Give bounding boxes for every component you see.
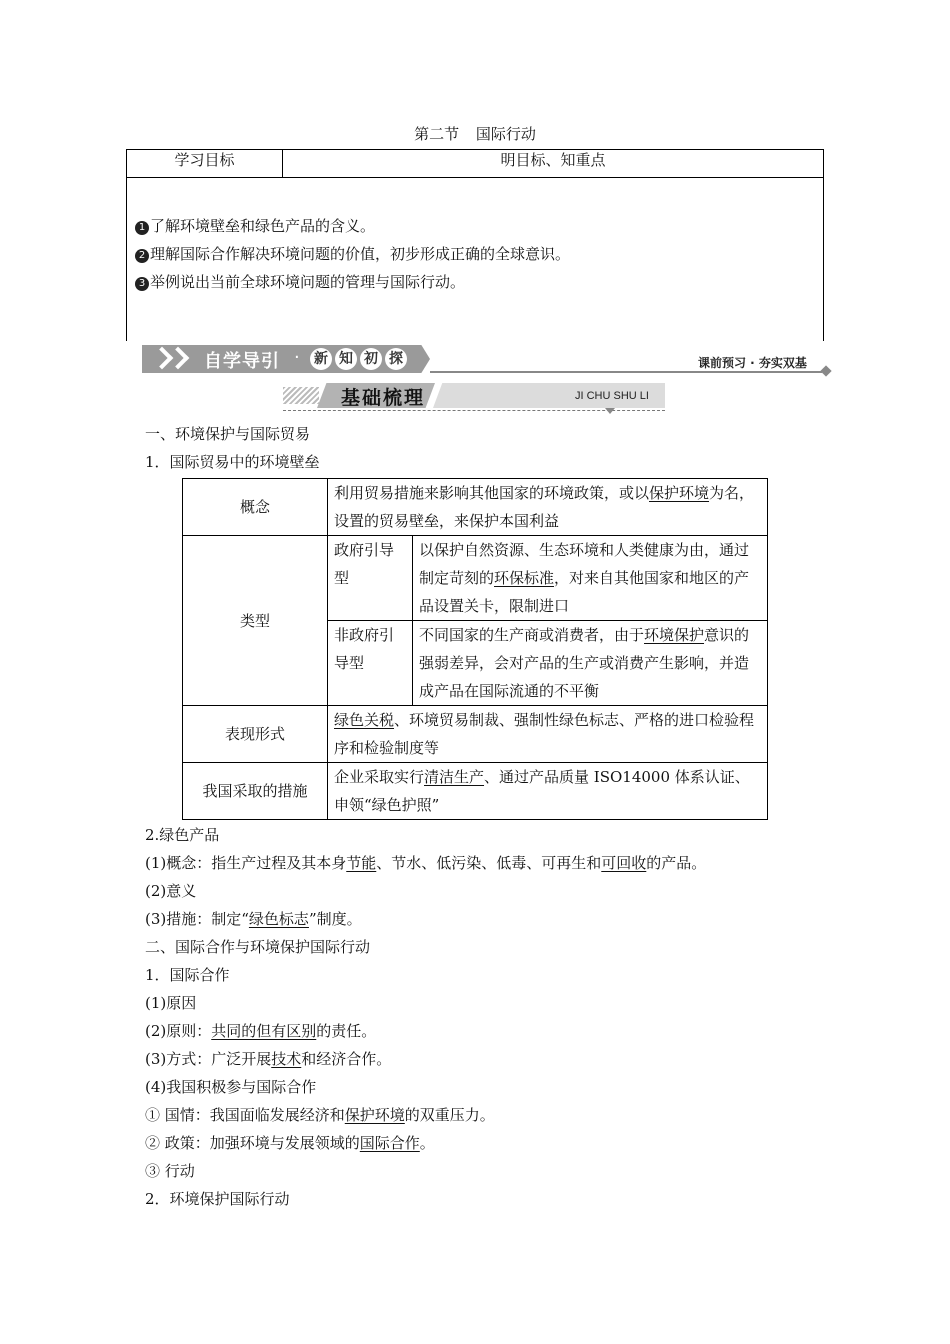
cell-text: 利用贸易措施来影响其他国家的环境政策，或以 [334,484,650,502]
cell-text: 不同国家的生产商或消费者，由于 [419,626,645,644]
section-number: 第二节 [414,125,460,143]
goals-left-border [126,177,127,341]
goal-text: 举例说出当前全球环境问题的管理与国际行动。 [150,273,466,291]
table-cell [413,621,768,706]
sub-label: 政府引导型 [328,536,413,621]
banner-separator: · [294,347,300,368]
goals-header [126,149,824,178]
heading-1: 一、环境保护与国际贸易 [145,425,311,443]
underlined-answer: 保护环境 [344,1106,405,1124]
cell-text: 以保护自然资源、生态环境和人类健康为由，通过制定苛刻的 [419,541,750,587]
table-cell [328,706,768,763]
number-badge-icon: 1 [135,221,149,235]
sub-label: 非政府引导型 [328,621,413,706]
self-study-banner [142,345,832,375]
banner-subtitle: 课前预习 · 夯实双基 [698,356,807,370]
banner-circle-char: 初 [360,348,382,370]
triangle-down-icon [605,408,615,414]
section-header [283,383,665,413]
stripe-decoration [283,387,319,404]
subheading: 1．国际合作 [145,966,230,984]
chevron-right-icon [154,348,168,370]
paragraph: (3)措施：制定“绿色标志”制度。 [145,910,362,928]
table-cell [413,536,768,621]
banner-circle-char: 知 [335,348,357,370]
paragraph: ② 政策：加强环境与发展领域的国际合作。 [145,1134,435,1152]
goals-header-col2: 明目标、知重点 [500,151,606,169]
underlined-answer: 环境保护 [644,626,705,644]
number-badge-icon: 3 [135,277,149,291]
paragraph: (4)我国积极参与国际合作 [145,1078,317,1096]
table-cell [328,479,768,536]
cell-text: 、环境贸易制裁、强制性绿色标志、严格的进口检验程序和检验制度等 [334,711,755,757]
cell-text: 企业采取实行 [334,768,425,786]
underlined-answer: 可回收 [601,854,647,872]
goal-text: 理解国际合作解决环境问题的价值，初步形成正确的全球意识。 [150,245,571,263]
row-label: 我国采取的措施 [183,763,328,820]
page-title [0,123,950,144]
cell-text: 为名，设置的贸易壁垒，来保护本国利益 [334,484,755,530]
paragraph: (1)原因 [145,994,197,1012]
table-row [183,536,768,621]
table-row [183,479,768,536]
paragraph: (2)意义 [145,882,197,900]
underlined-answer: 国际合作 [359,1134,420,1152]
row-label: 概念 [183,479,328,536]
goals-right-border [823,177,824,341]
goal-item [135,271,465,292]
cell-text: ，对来自其他国家和地区的产品设置关卡，限制进口 [419,569,750,615]
section-title-pinyin: JI CHU SHU LI [575,390,649,402]
underlined-answer: 绿色关税 [334,711,395,729]
number-badge-icon: 2 [135,249,149,263]
underlined-answer: 环保标准 [494,569,555,587]
section-title: 基础梳理 [341,387,426,409]
chevron-right-icon [170,348,184,370]
row-label: 类型 [183,536,328,706]
underlined-answer: 共同的但有区别 [211,1022,317,1040]
underlined-answer: 清洁生产 [424,768,485,786]
underlined-answer: 绿色标志 [248,910,309,928]
learning-goals-table [126,149,824,341]
underlined-answer: 节能 [346,854,377,872]
paragraph: ③ 行动 [145,1162,195,1180]
environment-barrier-table [182,478,768,820]
subheading: 2．环境保护国际行动 [145,1190,290,1208]
subheading: 1．国际贸易中的环境壁垒 [145,453,320,471]
banner-circle-char: 探 [385,348,407,370]
cell-text: 意识的强弱差异，会对产品的生产或消费产生影响，并造成产品在国际流通的不平衡 [419,626,750,700]
diamond-icon [820,365,831,376]
paragraph: (2)原则：共同的但有区别的责任。 [145,1022,377,1040]
banner-title: 自学导引 [204,351,280,372]
table-row [183,706,768,763]
paragraph: (1)概念：指生产过程及其本身节能、节水、低污染、低毒、可再生和可回收的产品。 [145,854,707,872]
goal-item [135,215,375,236]
banner-underline [430,371,822,373]
underlined-answer: 技术 [271,1050,302,1068]
section-name: 国际行动 [475,125,536,143]
row-label: 表现形式 [183,706,328,763]
table-cell [328,763,768,820]
subheading: 2.绿色产品 [145,826,220,844]
goal-item [135,243,570,264]
paragraph: (3)方式：广泛开展技术和经济合作。 [145,1050,392,1068]
banner-circle-char: 新 [310,348,332,370]
table-row [183,763,768,820]
cell-text: 、通过产品质量 ISO14000 体系认证、申领“绿色护照” [334,768,750,814]
heading-2: 二、国际合作与环境保护国际行动 [145,938,371,956]
underlined-answer: 保护环境 [649,484,710,502]
paragraph: ① 国情：我国面临发展经济和保护环境的双重压力。 [145,1106,495,1124]
goals-header-col1: 学习目标 [127,150,283,177]
goal-text: 了解环境壁垒和绿色产品的含义。 [150,217,376,235]
